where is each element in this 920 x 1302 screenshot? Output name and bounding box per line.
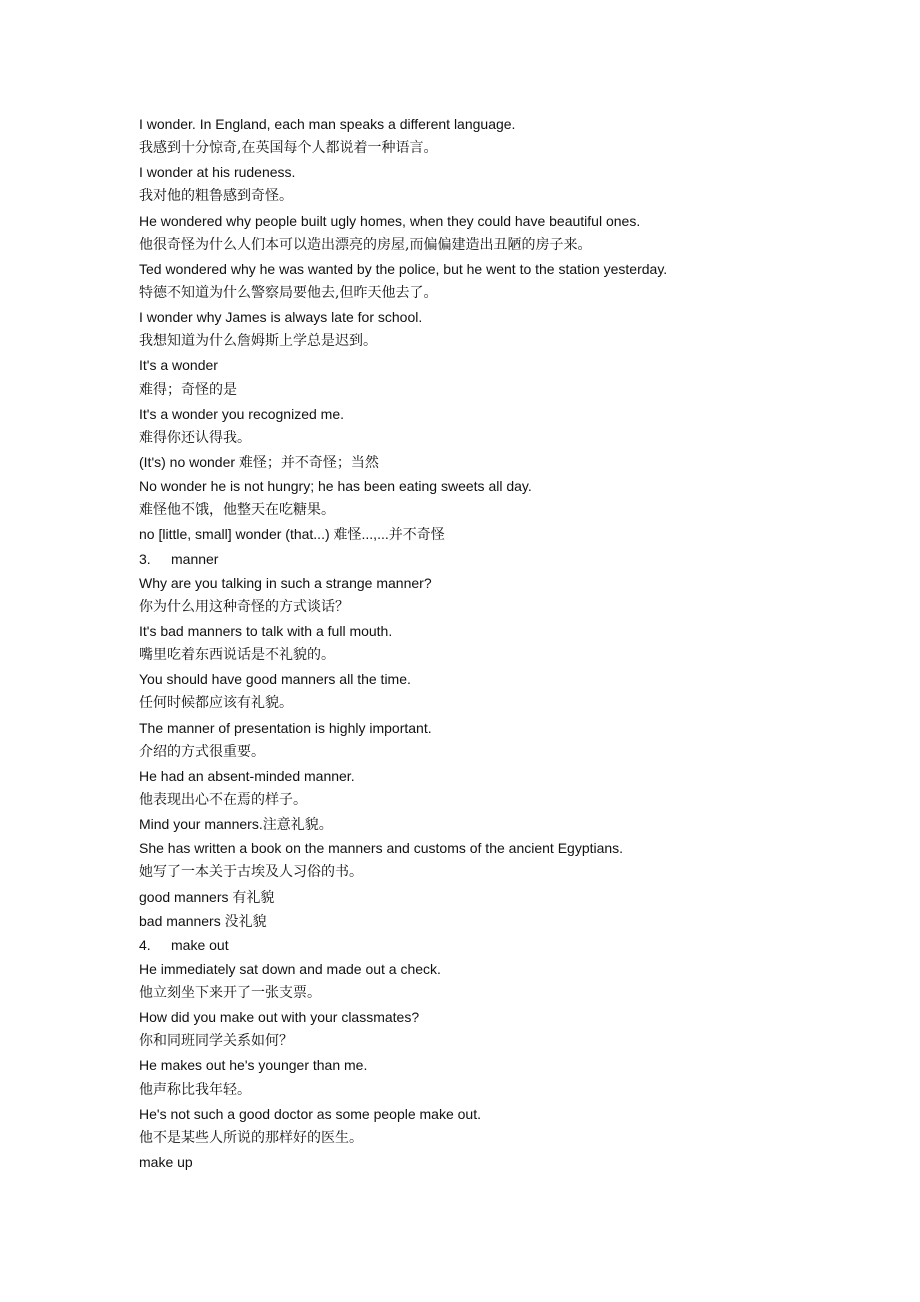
translation: 我感到十分惊奇,在英国每个人都说着一种语言。 bbox=[139, 140, 438, 157]
section-heading-manner bbox=[139, 547, 859, 571]
section-number: 4. bbox=[139, 936, 151, 953]
section-number: 3. bbox=[139, 550, 151, 567]
example-sentence: Ted wondered why he was wanted by the police, but he went to the station yesterday. bbox=[139, 260, 668, 277]
phrase-meaning: 难得；奇怪的是 bbox=[139, 381, 237, 398]
example-sentence: I wonder. In England, each man speaks a different language. bbox=[139, 116, 516, 132]
example-sentence: She has written a book on the manners and customs of the ancient Egyptians. bbox=[139, 840, 624, 857]
example-sentence: Mind your manners.注意礼貌。 bbox=[139, 816, 333, 833]
example-sentence: You should have good manners all the time. bbox=[139, 671, 411, 688]
example-sentence: The manner of presentation is highly important. bbox=[139, 719, 432, 736]
section-heading-make-out bbox=[139, 933, 859, 957]
translation: 他很奇怪为什么人们本可以造出漂亮的房屋,而偏偏建造出丑陋的房子来。 bbox=[139, 236, 592, 253]
phrase-heading: bad manners 没礼貌 bbox=[139, 912, 267, 929]
phrase-heading: make up bbox=[139, 1154, 193, 1171]
example-sentence: Why are you talking in such a strange manner? bbox=[139, 574, 432, 591]
phrase-heading: good manners 有礼貌 bbox=[139, 888, 275, 905]
translation: 他立刻坐下来开了一张支票。 bbox=[139, 985, 321, 1002]
translation: 他不是某些人所说的那样好的医生。 bbox=[139, 1129, 363, 1146]
example-sentence: How did you make out with your classmates? bbox=[139, 1009, 420, 1026]
example-sentence: I wonder why James is always late for school. bbox=[139, 309, 423, 326]
translation: 嘴里吃着东西说话是不礼貌的。 bbox=[139, 647, 335, 664]
phrase-heading: It's a wonder bbox=[139, 357, 218, 374]
translation: 你和同班同学关系如何？ bbox=[139, 1033, 293, 1050]
translation: 她写了一本关于古埃及人习俗的书。 bbox=[139, 864, 363, 881]
translation: 任何时候都应该有礼貌。 bbox=[139, 695, 293, 712]
translation: 他声称比我年轻。 bbox=[139, 1081, 251, 1098]
phrase-heading: (It's) no wonder 难怪；并不奇怪；当然 bbox=[139, 453, 379, 470]
example-sentence: He wondered why people built ugly homes, when they could have beautiful ones. bbox=[139, 212, 641, 229]
example-sentence: He had an absent-minded manner. bbox=[139, 767, 355, 784]
document-page bbox=[139, 112, 859, 1174]
section-title: make out bbox=[171, 936, 229, 953]
translation: 难得你还认得我。 bbox=[139, 429, 251, 446]
translation: 他表现出心不在焉的样子。 bbox=[139, 791, 307, 808]
example-sentence: He makes out he's younger than me. bbox=[139, 1057, 368, 1074]
example-sentence: He immediately sat down and made out a check. bbox=[139, 960, 441, 977]
section-title: manner bbox=[171, 550, 219, 567]
example-sentence: It's bad manners to talk with a full mouth. bbox=[139, 622, 393, 639]
translation: 介绍的方式很重要。 bbox=[139, 743, 265, 760]
translation: 我想知道为什么詹姆斯上学总是迟到。 bbox=[139, 333, 377, 350]
translation: 我对他的粗鲁感到奇怪。 bbox=[139, 188, 293, 205]
translation: 特德不知道为什么警察局要他去,但昨天他去了。 bbox=[139, 284, 438, 301]
example-sentence: I wonder at his rudeness. bbox=[139, 164, 296, 181]
example-sentence: He's not such a good doctor as some people make out. bbox=[139, 1105, 481, 1122]
translation: 你为什么用这种奇怪的方式谈话？ bbox=[139, 598, 349, 615]
example-sentence: It's a wonder you recognized me. bbox=[139, 405, 345, 422]
translation: 难怪他不饿，他整天在吃糖果。 bbox=[139, 502, 335, 519]
phrase-heading: no [little, small] wonder (that...) 难怪...,...并不奇怪 bbox=[139, 526, 445, 543]
example-sentence: No wonder he is not hungry; he has been eating sweets all day. bbox=[139, 478, 532, 495]
